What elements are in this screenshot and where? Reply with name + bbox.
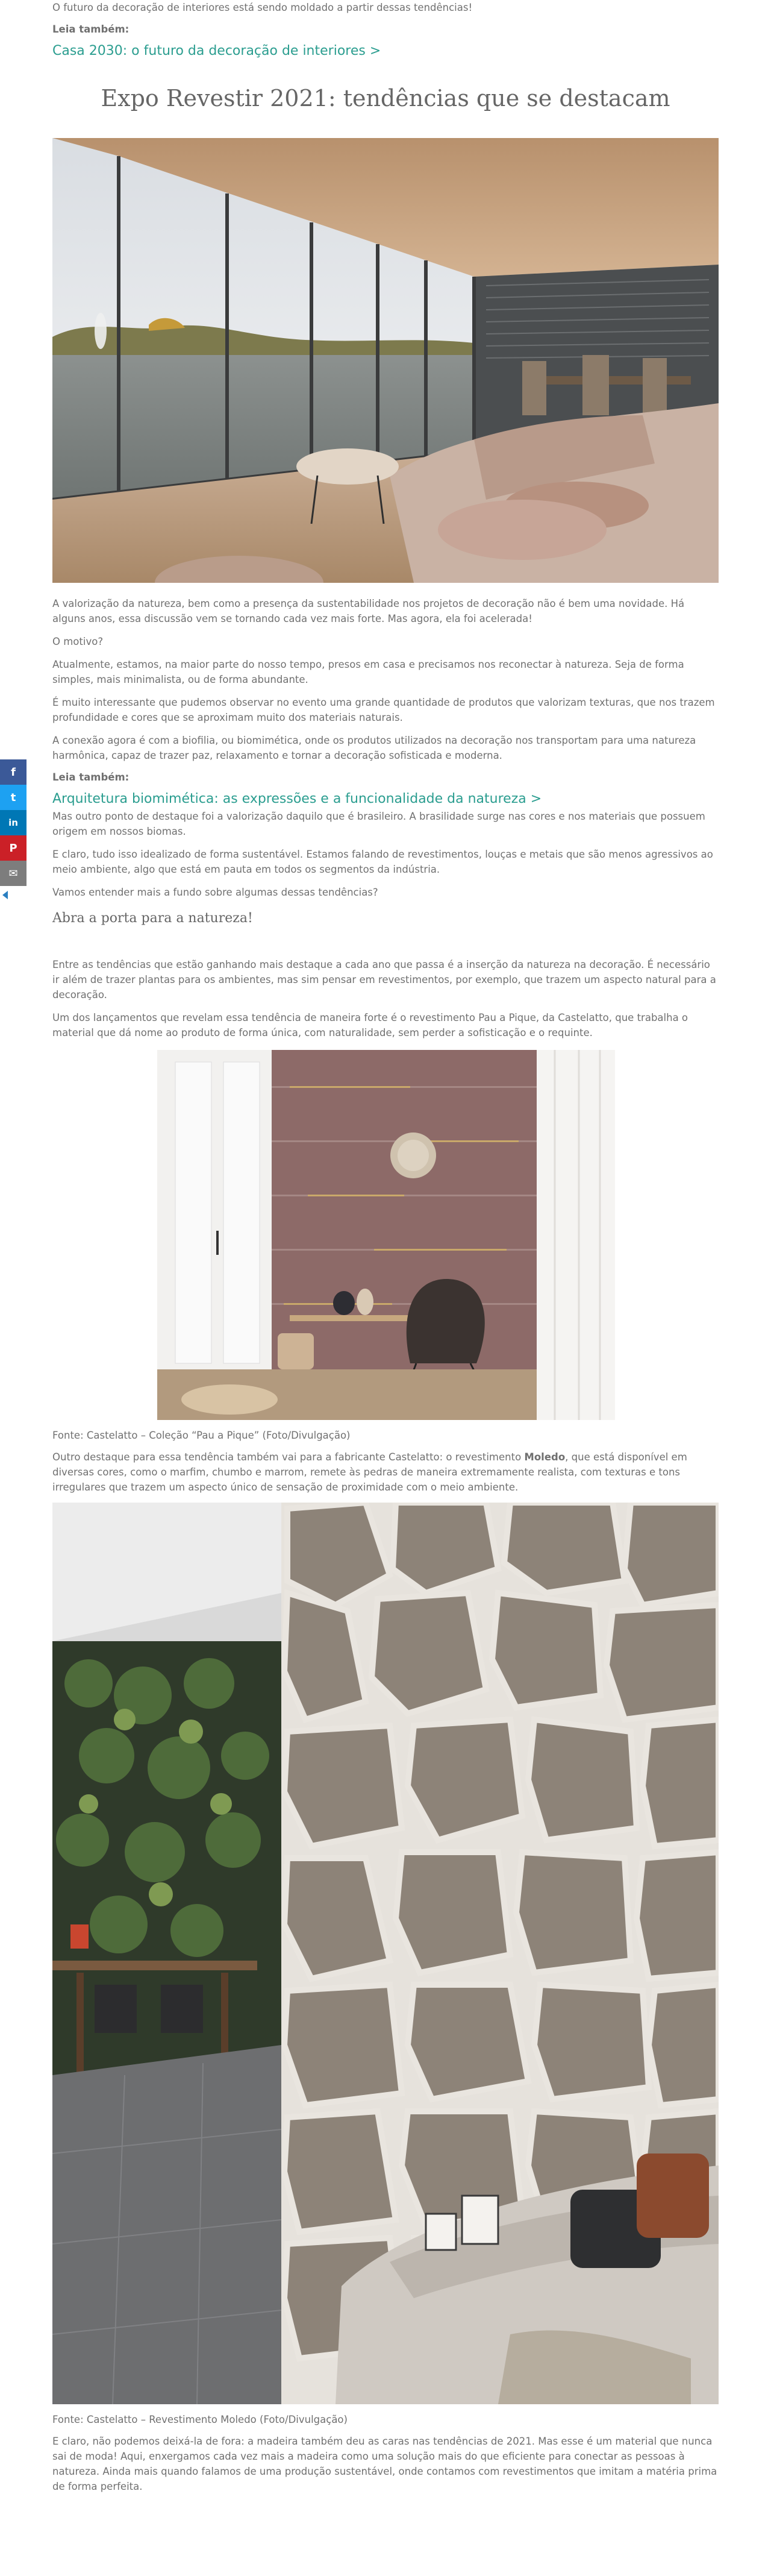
linkedin-share-button[interactable]: [0, 810, 27, 835]
email-share-button[interactable]: [0, 861, 27, 886]
paragraph: A valorização da natureza, bem como a presença da sustentabilidade nos projetos de decoração não é bem uma novidade. Há alguns anos, essa discussão vem se tornando cada vez mais forte. Mas agora, ela foi acelerada!: [52, 598, 685, 624]
read-also-label: Leia também:: [52, 771, 130, 783]
pau-a-pique-illustration: [157, 1050, 615, 1420]
paragraph: É muito interessante que pudemos observar no evento uma grande quantidade de produtos que valorizam texturas, que nos trazem profundidade e cores que se aproximam muito dos materiais naturais.: [52, 697, 715, 723]
twitter-icon: t: [10, 791, 16, 804]
image-caption: Fonte: Castelatto – Revestimento Moledo (Foto/Divulgação): [52, 2414, 348, 2425]
moledo-product-name: Moledo: [524, 1451, 566, 1463]
intro-paragraph: O futuro da decoração de interiores está sendo moldado a partir dessas tendências!: [52, 2, 473, 13]
paragraph: O motivo?: [52, 636, 104, 647]
paragraph: Entre as tendências que estão ganhando mais destaque a cada ano que passa é a inserção da natureza na decoração. É necessário ir além de trazer plantas para os ambientes, mas sim pensar em revestimentos, por exemplo, que trazem um aspecto natural para a decoração.: [52, 959, 716, 1001]
moledo-stone-wall-image: [52, 1503, 719, 2404]
subheading: Abra a porta para a natureza!: [52, 911, 253, 926]
moledo-text-start: Outro destaque para essa tendência também vai para a fabricante Castelatto: o revestimento: [52, 1451, 525, 1463]
paragraph: Um dos lançamentos que revelam essa tendência de maneira forte é o revestimento Pau a Pique, da Castelatto, que trabalha o material que dá nome ao produto de forma única, com naturalidade, sem perder a sofisticação e o requinte.: [52, 1012, 688, 1038]
paragraph: Mas outro ponto de destaque foi a valorização daquilo que é brasileiro. A brasilidade surge nas cores e nos materiais que possuem origem em nossos biomas.: [52, 811, 705, 837]
twitter-share-button[interactable]: [0, 785, 27, 810]
living-room-illustration: [52, 138, 719, 583]
collapse-share-arrow-icon[interactable]: [2, 891, 8, 899]
linkedin-icon: in: [8, 817, 18, 828]
email-icon: ✉: [8, 867, 18, 880]
pinterest-icon: P: [9, 841, 17, 855]
moledo-text-end: , que está disponível em diversas cores, como o marfim, chumbo e marrom, remete às pedras de maneira extremamente realista, com texturas e tons irregulares que trazem um aspecto único de sensação de proximidade com o meio ambiente.: [52, 1451, 687, 1493]
pau-a-pique-image: [157, 1050, 615, 1420]
paragraph-moledo: [52, 1450, 719, 1495]
facebook-icon: f: [11, 765, 16, 779]
facebook-share-button[interactable]: [0, 759, 27, 785]
paragraph: E claro, tudo isso idealizado de forma sustentável. Estamos falando de revestimentos, louças e metais que são menos agressivos ao meio ambiente, algo que está em pauta em todos os segmentos da indústria.: [52, 849, 713, 875]
read-also-label: Leia também:: [52, 24, 130, 35]
paragraph: A conexão agora é com a biofilia, ou biomimética, onde os produtos utilizados na decoração nos transportam para uma natureza harmônica, capaz de trazer paz, relaxamento e tornar a decoração sofisticada e moderna.: [52, 735, 696, 761]
pinterest-share-button[interactable]: [0, 835, 27, 861]
read-also-link-biomimetica[interactable]: Arquitetura biomimética: as expressões e a funcionalidade da natureza >: [52, 791, 542, 806]
section-title: Expo Revestir 2021: tendências que se destacam: [101, 85, 670, 112]
paragraph: Vamos entender mais a fundo sobre algumas dessas tendências?: [52, 887, 378, 898]
living-room-lake-view-image: [52, 138, 719, 583]
article-content: [52, 0, 719, 2502]
moledo-stone-wall-illustration: [52, 1503, 719, 2404]
paragraph: Atualmente, estamos, na maior parte do nosso tempo, presos em casa e precisamos nos reconectar à natureza. Seja de forma simples, mais minimalista, ou de forma abundante.: [52, 659, 684, 685]
social-share-bar: [0, 759, 27, 899]
paragraph: E claro, não podemos deixá-la de fora: a madeira também deu as caras nas tendências de 2021. Mas esse é um material que nunca sai de moda! Aqui, enxergamos cada vez mais a madeira como uma solução mais do que eficiente para conectar as pessoas à natureza. Ainda mais quando falamos de uma produção sustentável, onde contamos com revestimentos que imitam a matéria prima de forma perfeita.: [52, 2436, 717, 2492]
image-caption: Fonte: Castelatto – Coleção “Pau a Pique” (Foto/Divulgação): [52, 1430, 351, 1441]
read-also-link-casa-2030[interactable]: Casa 2030: o futuro da decoração de interiores >: [52, 43, 381, 58]
